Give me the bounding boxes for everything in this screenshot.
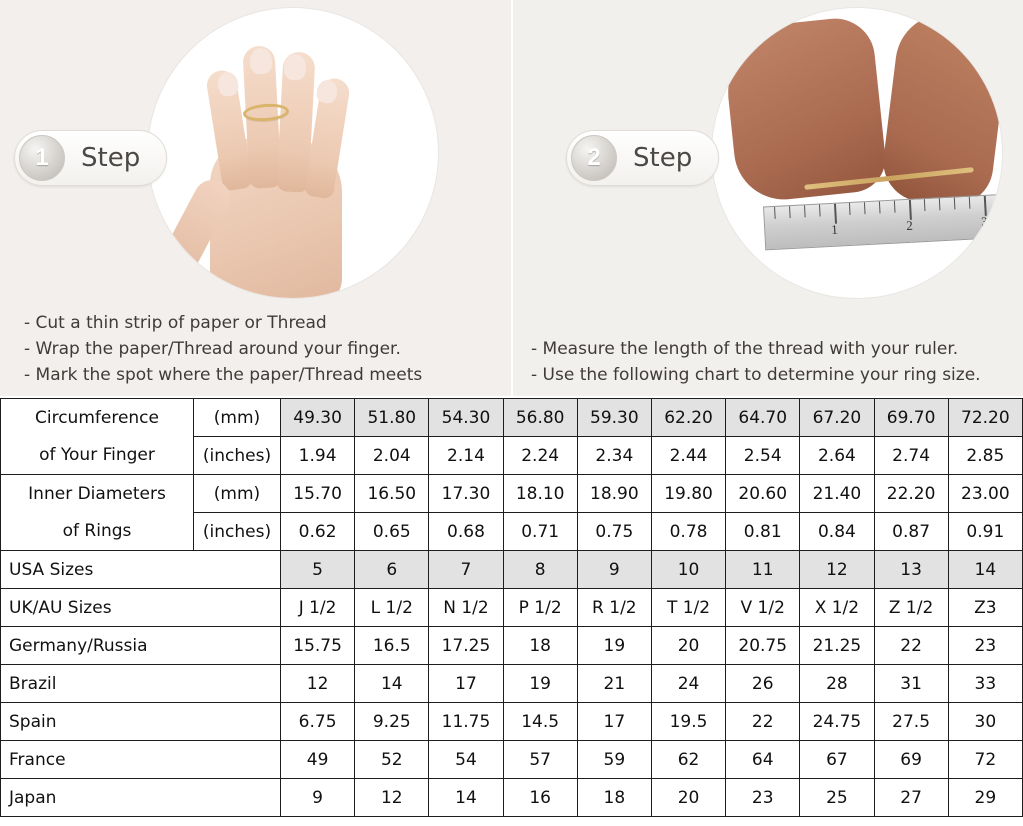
cell: 49.30 — [281, 399, 355, 437]
step-1-label: Step — [81, 143, 141, 173]
cell: 59.30 — [577, 399, 651, 437]
cell: R 1/2 — [577, 589, 651, 627]
cell: J 1/2 — [281, 589, 355, 627]
row-unit: (inches) — [194, 437, 281, 475]
step-1-photo — [148, 8, 438, 298]
cell: 12 — [800, 551, 874, 589]
cell: 59 — [577, 741, 651, 779]
cell: 19.5 — [651, 703, 725, 741]
cell: 27 — [874, 779, 948, 817]
step-1-bullet: - Mark the spot where the paper/Thread meets — [24, 365, 423, 385]
table-row — [1, 551, 1023, 589]
row-label: Circumference — [1, 399, 194, 437]
cell: 0.65 — [355, 513, 429, 551]
cell: 22 — [726, 703, 800, 741]
table-row — [1, 703, 1023, 741]
cell: 0.81 — [726, 513, 800, 551]
fingernail-shape — [283, 53, 306, 80]
cell: 52 — [355, 741, 429, 779]
cell: 18.90 — [577, 475, 651, 513]
row-label: of Rings — [1, 513, 194, 551]
cell: 5 — [281, 551, 355, 589]
cell: 22.20 — [874, 475, 948, 513]
cell: 23 — [726, 779, 800, 817]
cell: 1.94 — [281, 437, 355, 475]
cell: 33 — [948, 665, 1022, 703]
cell: Z 1/2 — [874, 589, 948, 627]
row-unit: (inches) — [194, 513, 281, 551]
cell: 21.25 — [800, 627, 874, 665]
cell: 0.91 — [948, 513, 1022, 551]
cell: 19 — [503, 665, 577, 703]
cell: 9 — [281, 779, 355, 817]
cell: 24 — [651, 665, 725, 703]
step-1-instructions — [24, 310, 494, 388]
panel-divider — [511, 0, 513, 396]
cell: 16.5 — [355, 627, 429, 665]
cell: 26 — [726, 665, 800, 703]
cell: 20.60 — [726, 475, 800, 513]
cell: 0.87 — [874, 513, 948, 551]
row-unit: (mm) — [194, 475, 281, 513]
cell: 2.24 — [503, 437, 577, 475]
cell: 18 — [503, 627, 577, 665]
cell: 6 — [355, 551, 429, 589]
cell: 31 — [874, 665, 948, 703]
cell: 16 — [503, 779, 577, 817]
cell: 67.20 — [800, 399, 874, 437]
cell: 11.75 — [429, 703, 503, 741]
step-panel-1 — [0, 0, 511, 396]
cell: 64.70 — [726, 399, 800, 437]
cell: 2.04 — [355, 437, 429, 475]
row-label: Brazil — [1, 665, 281, 703]
steps-section — [0, 0, 1023, 396]
cell: 15.75 — [281, 627, 355, 665]
cell: 13 — [874, 551, 948, 589]
row-label: Inner Diameters — [1, 475, 194, 513]
step-panel-2 — [511, 0, 1023, 396]
ruler-mark: 2 — [905, 217, 914, 234]
row-label: Japan — [1, 779, 281, 817]
ring-size-table — [0, 398, 1023, 817]
cell: 64 — [726, 741, 800, 779]
step-2-instructions — [531, 336, 1021, 388]
table-row — [1, 475, 1023, 513]
cell: 2.14 — [429, 437, 503, 475]
cell: 7 — [429, 551, 503, 589]
cell: 17.25 — [429, 627, 503, 665]
cell: 2.85 — [948, 437, 1022, 475]
step-1-bullet: - Cut a thin strip of paper or Thread — [24, 313, 327, 333]
cell: 21 — [577, 665, 651, 703]
table-row — [1, 513, 1023, 551]
cell: 2.74 — [874, 437, 948, 475]
row-label: USA Sizes — [1, 551, 281, 589]
cell: 2.54 — [726, 437, 800, 475]
cell: 14 — [355, 665, 429, 703]
table-row — [1, 779, 1023, 817]
step-2-number: 2 — [571, 135, 617, 181]
cell: 0.75 — [577, 513, 651, 551]
cell: 67 — [800, 741, 874, 779]
cell: 9 — [577, 551, 651, 589]
cell: 25 — [800, 779, 874, 817]
table-row — [1, 627, 1023, 665]
cell: 23.00 — [948, 475, 1022, 513]
cell: 19 — [577, 627, 651, 665]
cell: X 1/2 — [800, 589, 874, 627]
cell: 0.68 — [429, 513, 503, 551]
step-1-bullet: - Wrap the paper/Thread around your finger. — [24, 339, 401, 359]
cell: 18 — [577, 779, 651, 817]
cell: 8 — [503, 551, 577, 589]
step-1-number: 1 — [19, 135, 65, 181]
step-2-label: Step — [633, 143, 693, 173]
table-row — [1, 437, 1023, 475]
step-2-photo — [712, 8, 1002, 298]
left-hand-shape — [721, 15, 888, 205]
cell: 54 — [429, 741, 503, 779]
cell: 14 — [948, 551, 1022, 589]
cell: 62.20 — [651, 399, 725, 437]
cell: 0.62 — [281, 513, 355, 551]
ruler-mark: 1 — [830, 221, 839, 237]
cell: 16.50 — [355, 475, 429, 513]
cell: 12 — [355, 779, 429, 817]
cell: L 1/2 — [355, 589, 429, 627]
cell: 69.70 — [874, 399, 948, 437]
cell: 20 — [651, 627, 725, 665]
step-2-bullet: - Measure the length of the thread with your ruler. — [531, 339, 959, 359]
row-label: UK/AU Sizes — [1, 589, 281, 627]
cell: 12 — [281, 665, 355, 703]
cell: 14.5 — [503, 703, 577, 741]
cell: 20 — [651, 779, 725, 817]
cell: 21.40 — [800, 475, 874, 513]
cell: 19.80 — [651, 475, 725, 513]
cell: Z3 — [948, 589, 1022, 627]
cell: T 1/2 — [651, 589, 725, 627]
cell: 51.80 — [355, 399, 429, 437]
cell: 0.78 — [651, 513, 725, 551]
cell: 62 — [651, 741, 725, 779]
cell: 56.80 — [503, 399, 577, 437]
cell: N 1/2 — [429, 589, 503, 627]
cell: P 1/2 — [503, 589, 577, 627]
table-row — [1, 665, 1023, 703]
cell: 11 — [726, 551, 800, 589]
fingernail-shape — [249, 47, 272, 74]
cell: 2.34 — [577, 437, 651, 475]
measuring-illustration — [712, 8, 1002, 298]
cell: 20.75 — [726, 627, 800, 665]
table-row — [1, 741, 1023, 779]
ruler-mark: 3 — [980, 213, 988, 230]
table-row — [1, 399, 1023, 437]
cell: 10 — [651, 551, 725, 589]
step-1-badge — [14, 130, 167, 186]
cell: 29 — [948, 779, 1022, 817]
cell: 23 — [948, 627, 1022, 665]
row-label: of Your Finger — [1, 437, 194, 475]
cell: 49 — [281, 741, 355, 779]
cell: 15.70 — [281, 475, 355, 513]
row-label: France — [1, 741, 281, 779]
cell: 18.10 — [503, 475, 577, 513]
step-2-bullet: - Use the following chart to determine your ring size. — [531, 365, 981, 385]
cell: 24.75 — [800, 703, 874, 741]
step-2-badge — [566, 130, 719, 186]
row-unit: (mm) — [194, 399, 281, 437]
table-row — [1, 589, 1023, 627]
row-label: Spain — [1, 703, 281, 741]
cell: 72.20 — [948, 399, 1022, 437]
cell: 0.71 — [503, 513, 577, 551]
ruler — [763, 194, 1002, 251]
row-label: Germany/Russia — [1, 627, 281, 665]
cell: 69 — [874, 741, 948, 779]
cell: 57 — [503, 741, 577, 779]
cell: 22 — [874, 627, 948, 665]
cell: V 1/2 — [726, 589, 800, 627]
hand-illustration — [148, 8, 438, 298]
cell: 54.30 — [429, 399, 503, 437]
cell: 14 — [429, 779, 503, 817]
cell: 17.30 — [429, 475, 503, 513]
cell: 0.84 — [800, 513, 874, 551]
cell: 2.44 — [651, 437, 725, 475]
ring-size-table-wrap — [0, 398, 1023, 817]
cell: 28 — [800, 665, 874, 703]
cell: 30 — [948, 703, 1022, 741]
cell: 6.75 — [281, 703, 355, 741]
cell: 9.25 — [355, 703, 429, 741]
cell: 27.5 — [874, 703, 948, 741]
cell: 17 — [577, 703, 651, 741]
cell: 72 — [948, 741, 1022, 779]
cell: 2.64 — [800, 437, 874, 475]
cell: 17 — [429, 665, 503, 703]
